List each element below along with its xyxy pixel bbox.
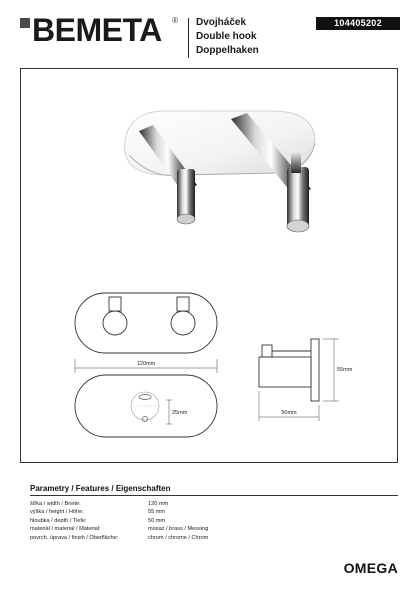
series-name: OMEGA — [343, 560, 398, 576]
back-view-drawing — [75, 375, 217, 437]
product-drawing-frame — [20, 68, 398, 463]
registered-mark: ® — [172, 16, 178, 25]
params-divider — [30, 495, 398, 496]
brand-name: BEMETA — [32, 12, 162, 48]
dim-depth-label: 50mm — [281, 410, 297, 416]
spec-value: chrom / chrome / Chrom — [148, 534, 209, 541]
product-name-en: Double hook — [196, 31, 257, 42]
spec-label: výška / height / Höhe: — [30, 509, 84, 516]
params-title: Parametry / Features / Eigenschaften — [30, 484, 171, 493]
spec-label: hloubka / depth / Tiefe: — [30, 517, 87, 524]
spec-label: šířka / width / Breite: — [30, 501, 81, 507]
dim-width-label: 120mm — [136, 361, 156, 367]
spec-value: 120 mm — [148, 501, 169, 507]
spec-row-width — [30, 500, 330, 508]
product-code-badge: 104405202 — [316, 17, 400, 30]
brand-logo — [20, 12, 178, 48]
spec-row-finish — [30, 534, 330, 542]
spec-value: 50 mm — [148, 517, 166, 524]
product-names — [196, 16, 259, 58]
dim-height-label: 55mm — [337, 367, 353, 373]
side-view-drawing — [259, 339, 319, 401]
spec-value: mosaz / brass / Messing — [148, 526, 209, 533]
dim-hole-label: 25mm — [172, 410, 188, 416]
spec-row-height — [30, 508, 330, 516]
spec-row-depth — [30, 517, 330, 525]
spec-value: 55 mm — [148, 509, 166, 516]
spec-row-material — [30, 525, 330, 533]
spec-label: materiál / material / Material: — [30, 526, 101, 533]
product-drawing — [21, 69, 399, 464]
spec-table — [30, 500, 330, 542]
header-divider — [188, 18, 189, 58]
spec-label: povrch. úprava / finish / Oberfläche: — [30, 534, 119, 541]
product-photo — [125, 111, 315, 232]
product-name-cz: Dvojháček — [196, 17, 247, 28]
front-view-drawing — [75, 293, 217, 353]
depth-dimension — [259, 391, 319, 421]
product-name-de: Doppelhaken — [196, 45, 259, 56]
logo-square-icon — [20, 18, 30, 28]
